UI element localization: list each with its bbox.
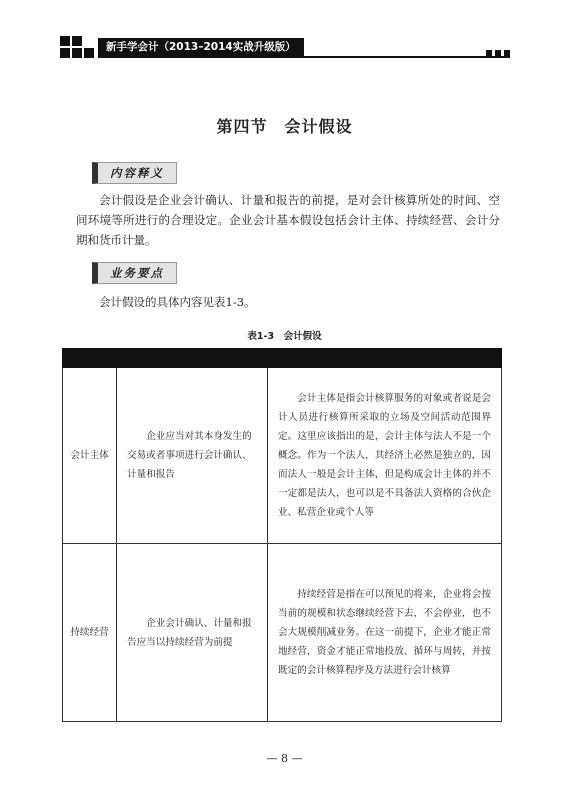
header-cell: [117, 349, 268, 368]
table-caption: 表1-3 会计假设: [247, 331, 322, 342]
header-tail-decoration: [450, 50, 510, 56]
section-title: 第四节 会计假设: [216, 117, 353, 136]
table-row: [63, 368, 502, 544]
table-header-row: [63, 349, 502, 368]
table-row: [63, 544, 502, 722]
header-rule: [98, 56, 510, 58]
assumptions-table: [62, 348, 502, 722]
running-title: 新手学会计（2013–2014实战升级版）: [98, 38, 304, 56]
intro-paragraph: 会计假设的具体内容见表1-3。: [99, 295, 256, 309]
header-decoration-blocks: [60, 36, 96, 58]
header-cell: [268, 349, 502, 368]
header-cell: [63, 349, 117, 368]
assumption-description: 会计主体是指会计核算服务的对象或者说是会计人员进行核算所采取的立场及空间活动范围界定。这里应该指出的是，会计主体与法人不是一个概念。作为一个法人，其经济上必然是独立的，因而法人一般是会计主体，但是构成会计主体的并不一定都是法人，也可以是不具备法人资格的合伙企业、私营企业或个人等: [268, 368, 502, 544]
running-header: [60, 36, 510, 60]
tag-business-points: 业务要点: [92, 262, 177, 284]
tag-content-explanation: 内容释义: [92, 162, 177, 184]
assumption-name: 持续经营: [63, 544, 117, 722]
assumption-description: 持续经营是指在可以预见的将来，企业将会按当前的规模和状态继续经营下去，不会停业，也不会大规模削减业务。在这一前提下，企业才能正常地经营，资金才能正常地投放、循环与周转，并按既定的会计核算程序及方法进行会计核算: [268, 544, 502, 722]
assumption-definition: 企业会计确认、计量和报告应当以持续经营为前提: [117, 544, 268, 722]
page-number: — 8 —: [266, 752, 303, 765]
explanation-paragraph: 会计假设是企业会计确认、计量和报告的前提，是对会计核算所处的时间、空间环境等所进行的合理设定。企业会计基本假设包括会计主体、持续经营、会计分期和货币计量。: [76, 193, 500, 247]
assumption-definition: 企业应当对其本身发生的交易或者事项进行会计确认、计量和报告: [117, 368, 268, 544]
assumption-name: 会计主体: [63, 368, 117, 544]
